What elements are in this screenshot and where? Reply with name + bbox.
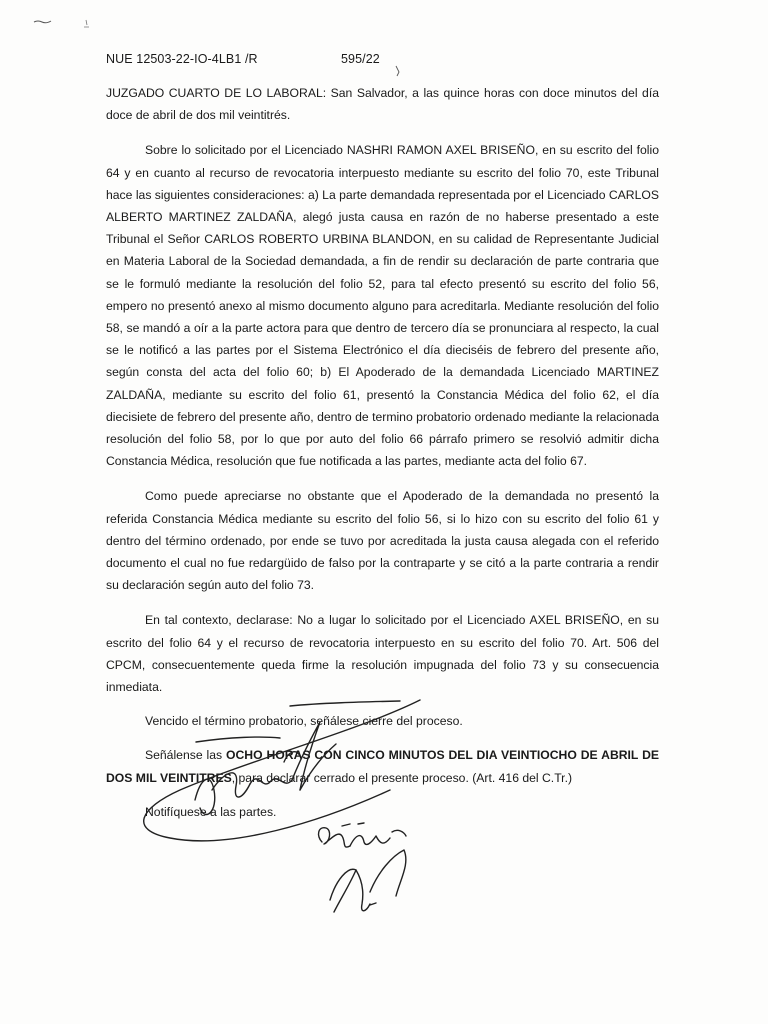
case-number: NUE 12503-22-IO-4LB1 /R <box>106 52 258 66</box>
page-reference: 595/22 <box>341 52 380 66</box>
schedule-lead: Señálense las <box>145 748 227 763</box>
schedule-tail: , para declarar cerrado el presente proceso. (Art. 416 del C.Tr.) <box>231 770 573 785</box>
paragraph-schedule <box>106 744 659 788</box>
schedule-datetime: OCHO HORAS CON CINCO MINUTOS DEL DIA VEINTIOCHO DE ABRIL DE DOS MIL VEINTITRES <box>106 748 660 785</box>
notification-line: Notifíquese a las partes. <box>145 804 277 819</box>
resolution-body <box>106 82 659 823</box>
paragraph-considerations: Sobre lo solicitado por el Licenciado NASHRI RAMON AXEL BRISEÑO, en su escrito del folio 64 y en cuanto al recurso de revocatoria interpuesto mediante su escrito del folio 70, este Tribunal hace las siguientes consideraciones: a) La parte demandada representada por el Licenciado CARLOS ALBERTO MARTINEZ ZALDAÑA, alegó justa causa en razón de no haberse presentado a este Tribunal el Señor CARLOS ROBERTO URBINA BLANDON, en su calidad de Representante Judicial en Materia Laboral de la Sociedad demandada, a fin de rendir su declaración de parte contraria que se le formuló mediante la resolución del folio 52, para tal efecto presentó su escrito del folio 56, empero no presentó anexo al mismo documento alguno para acreditarla. Mediante resolución del folio 58, se mandó a oír a la parte actora para que dentro de tercero día se pronunciara al respecto, la cual se le notificó a las partes por el Sistema Electrónico el día dieciséis de febrero del presente año, según consta del acta del folio 60; b) El Apoderado de la demandada Licenciado MARTINEZ ZALDAÑA, mediante su escrito del folio 61, presentó la Constancia Médica del folio 62, el día diecisiete de febrero del presente año, dentro de termino probatorio ordenado mediante la relacionada resolución del folio 58, por lo que por auto del folio 66 párrafo primero se resolvió admitir dicha Constancia Médica, resolución que fue notificada a las partes, mediante acta del folio 67. <box>106 143 659 469</box>
paragraph-ruling: En tal contexto, declarase: No a lugar lo solicitado por el Licenciado AXEL BRISEÑO, en su escrito del folio 64 y el recurso de revocatoria interpuesto en su escrito del folio 70. Art. 506 del CPCM, consecuentemente queda firme la resolución impugnada del folio 73 y su consecuencia inmediata. <box>106 613 659 695</box>
paragraph-analysis: Como puede apreciarse no obstante que el Apoderado de la demandada no presentó la referida Constancia Médica mediante su escrito del folio 56, si lo hizo con su escrito del folio 61 y dentro del término ordenado, por ende se tuvo por acreditada la justa causa alegada con el referido documento el cual no fue redargüido de falso por la contraparte y se citó a la parte contraria a rendir su declaración según auto del folio 73. <box>106 489 659 593</box>
court-intro: JUZGADO CUARTO DE LO LABORAL: San Salvador, a las quince horas con doce minutos del día doce de abril de dos mil veintitrés. <box>106 86 659 123</box>
document-header <box>106 52 380 66</box>
paragraph-term-closing: Vencido el término probatorio, señálese cierre del proceso. <box>145 714 463 729</box>
